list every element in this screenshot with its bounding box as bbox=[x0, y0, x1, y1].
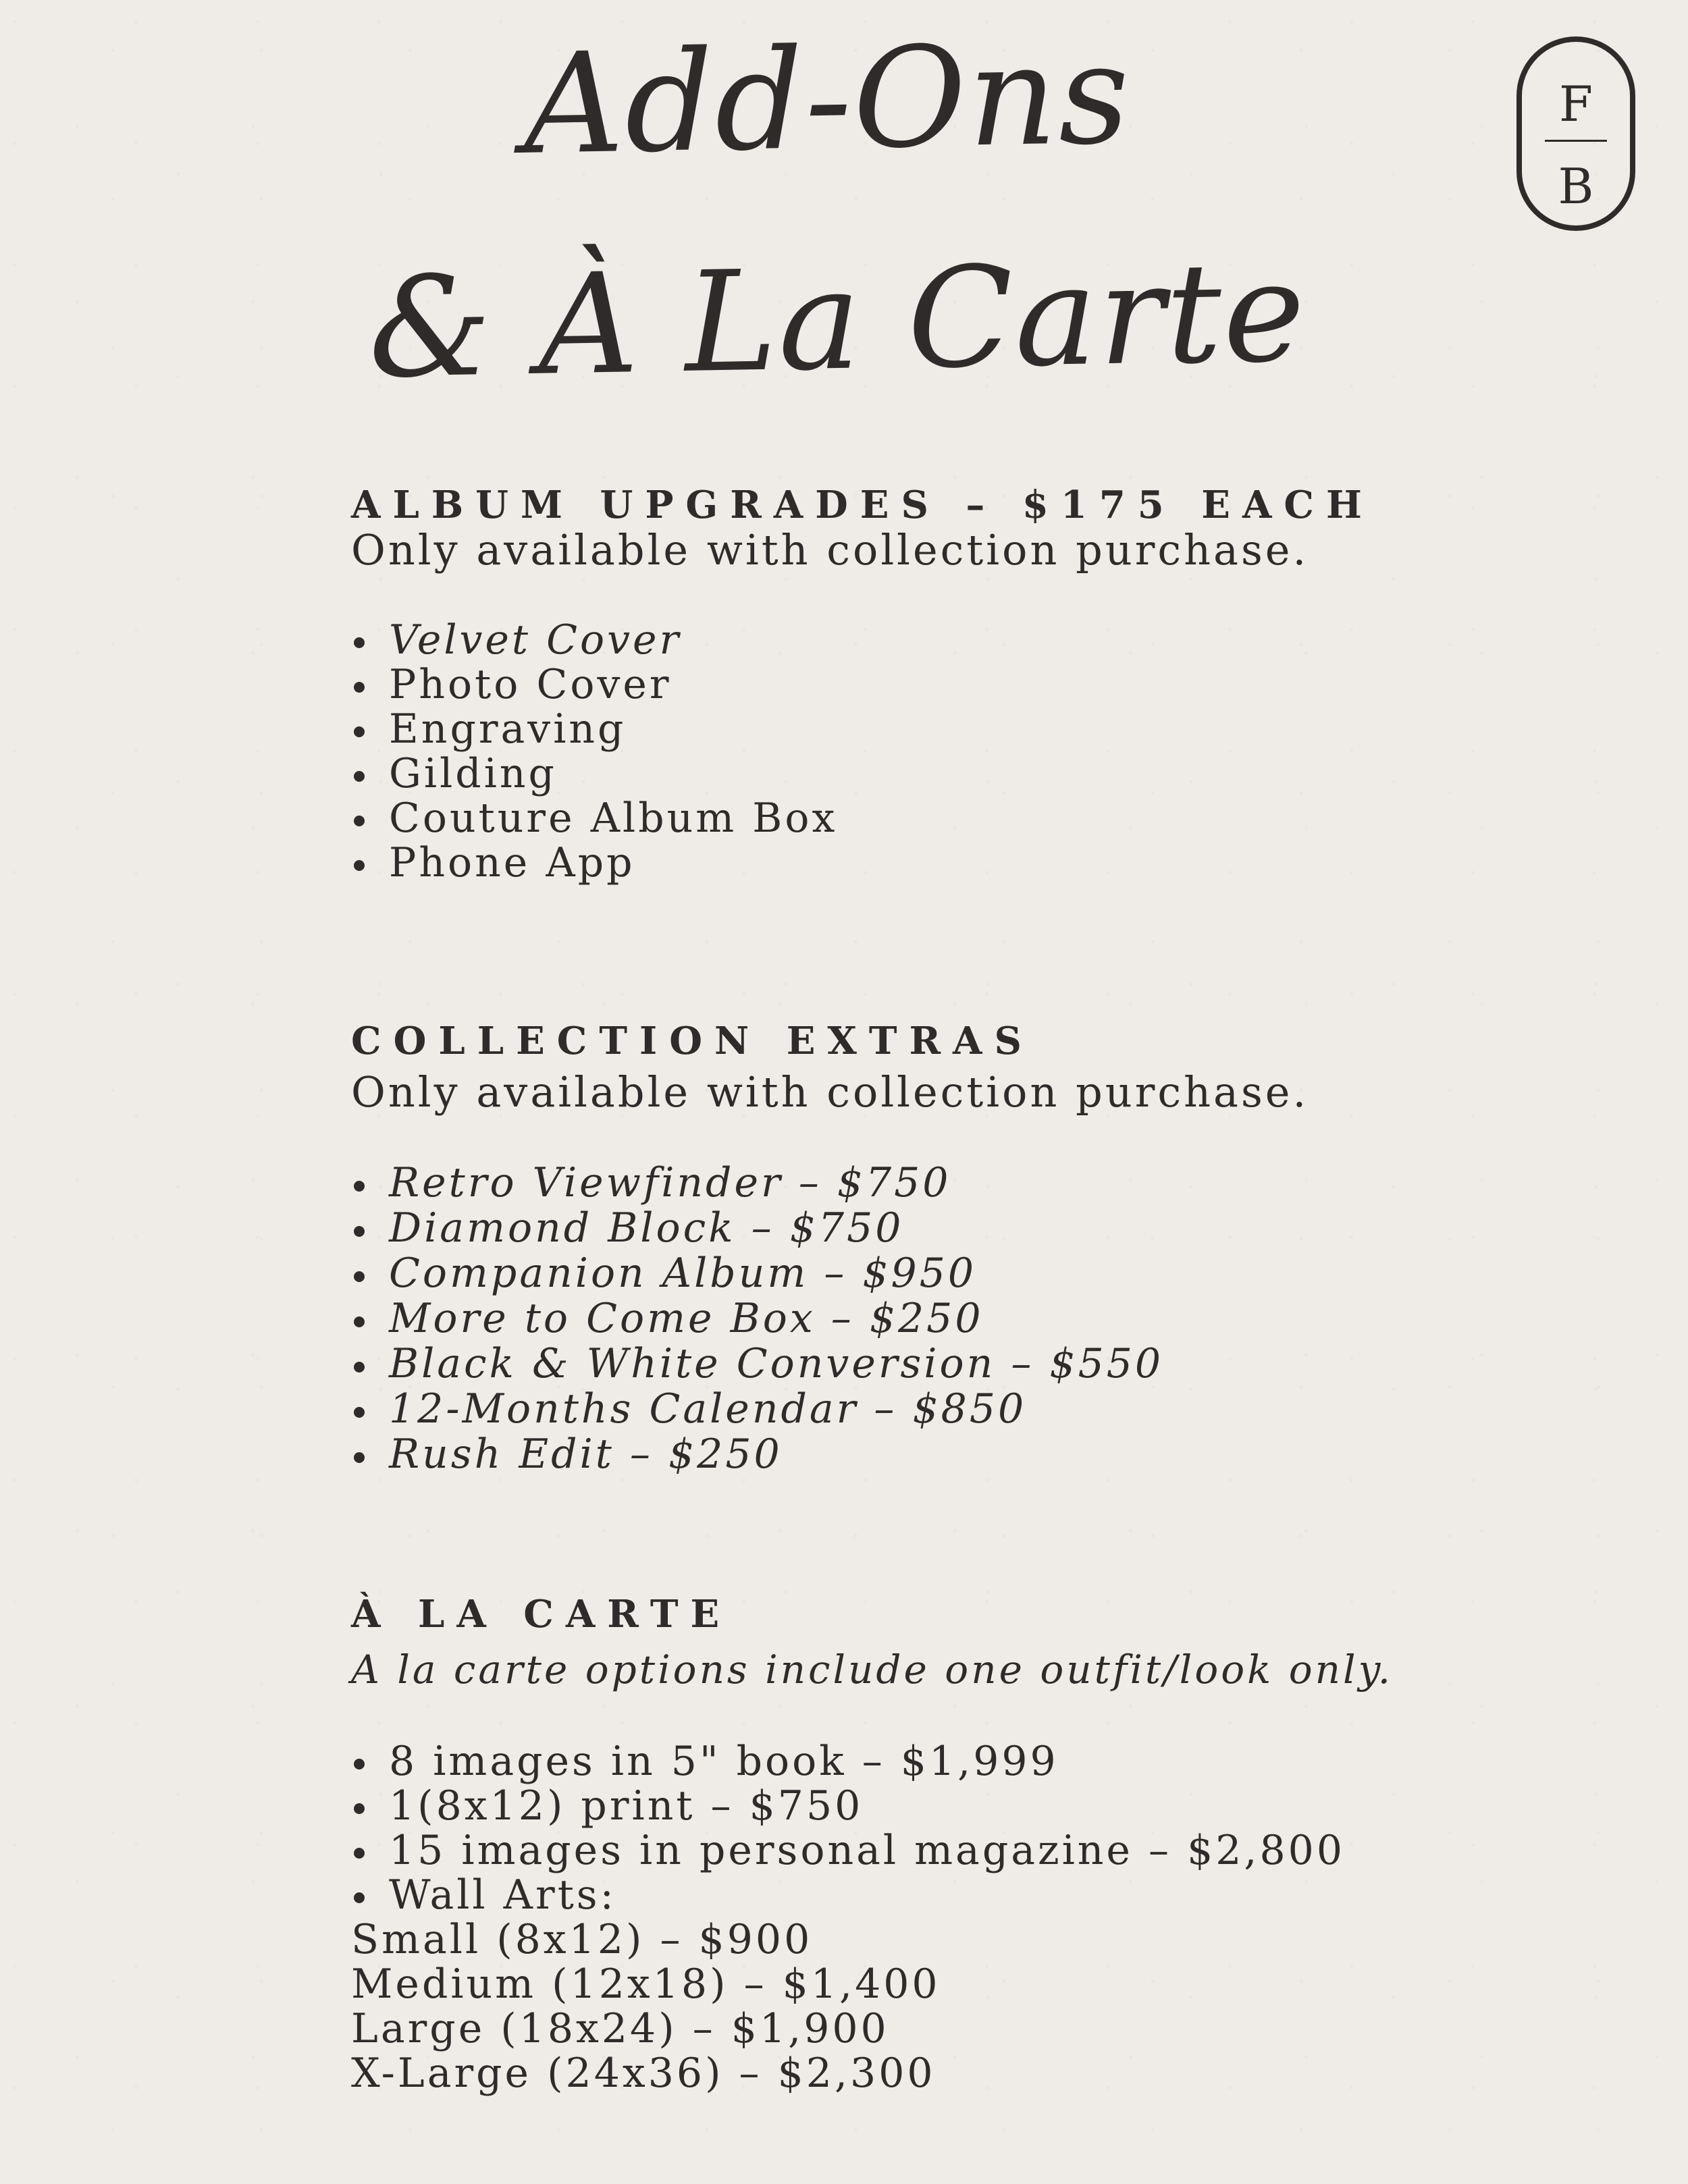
collection-extras-heading: COLLECTION EXTRAS bbox=[351, 1019, 1034, 1063]
album-upgrade-item: Engraving bbox=[351, 707, 837, 751]
collection-extra-item: Retro Viewfinder – $750 bbox=[351, 1161, 1163, 1206]
wall-art-size-item: X-Large (24x36) – $2,300 bbox=[351, 2050, 936, 2097]
a-la-carte-item: 15 images in personal magazine – $2,800 bbox=[351, 1828, 1345, 1873]
album-upgrade-item: Photo Cover bbox=[351, 662, 837, 707]
collection-extra-item: Companion Album – $950 bbox=[351, 1251, 1163, 1296]
a-la-carte-list bbox=[351, 1739, 1345, 2096]
logo-letter-b: B bbox=[1558, 158, 1594, 215]
a-la-carte-note: A la carte options include one outfit/look only. bbox=[351, 1647, 1394, 1693]
collection-extra-item: Black & White Conversion – $550 bbox=[351, 1341, 1163, 1387]
collection-extras-note: Only available with collection purchase. bbox=[351, 1067, 1309, 1117]
a-la-carte-item: Wall Arts: bbox=[351, 1873, 1345, 1917]
album-upgrade-item: Velvet Cover bbox=[351, 618, 837, 662]
page-title-line-1: Add-Ons bbox=[522, 14, 1132, 186]
title-block bbox=[0, 0, 1688, 473]
logo-letter-f: F bbox=[1559, 76, 1593, 132]
a-la-carte-heading: À LA CARTE bbox=[351, 1592, 732, 1636]
wall-art-size-item: Small (8x12) – $900 bbox=[351, 1916, 813, 1963]
wall-art-size-item: Large (18x24) – $1,900 bbox=[351, 2005, 889, 2052]
collection-extras-list bbox=[351, 1161, 1163, 1477]
album-upgrade-item: Couture Album Box bbox=[351, 796, 837, 841]
page-title-line-2: & À La Carte bbox=[367, 232, 1308, 410]
a-la-carte-item: 8 images in 5" book – $1,999 bbox=[351, 1739, 1345, 1784]
album-upgrade-item: Phone App bbox=[351, 841, 837, 885]
album-upgrades-note: Only available with collection purchase. bbox=[351, 525, 1309, 575]
album-upgrades-heading: ALBUM UPGRADES – $175 EACH bbox=[351, 483, 1374, 527]
logo-divider bbox=[1545, 140, 1607, 142]
collection-extra-item: 12-Months Calendar – $850 bbox=[351, 1387, 1163, 1432]
fb-logo bbox=[1516, 36, 1635, 231]
wall-art-size-item: Medium (12x18) – $1,400 bbox=[351, 1961, 941, 2008]
collection-extra-item: Diamond Block – $750 bbox=[351, 1206, 1163, 1251]
album-upgrades-list bbox=[351, 618, 837, 885]
collection-extra-item: More to Come Box – $250 bbox=[351, 1296, 1163, 1341]
collection-extra-item: Rush Edit – $250 bbox=[351, 1432, 1163, 1477]
a-la-carte-item: 1(8x12) print – $750 bbox=[351, 1784, 1345, 1828]
album-upgrade-item: Gilding bbox=[351, 751, 837, 796]
